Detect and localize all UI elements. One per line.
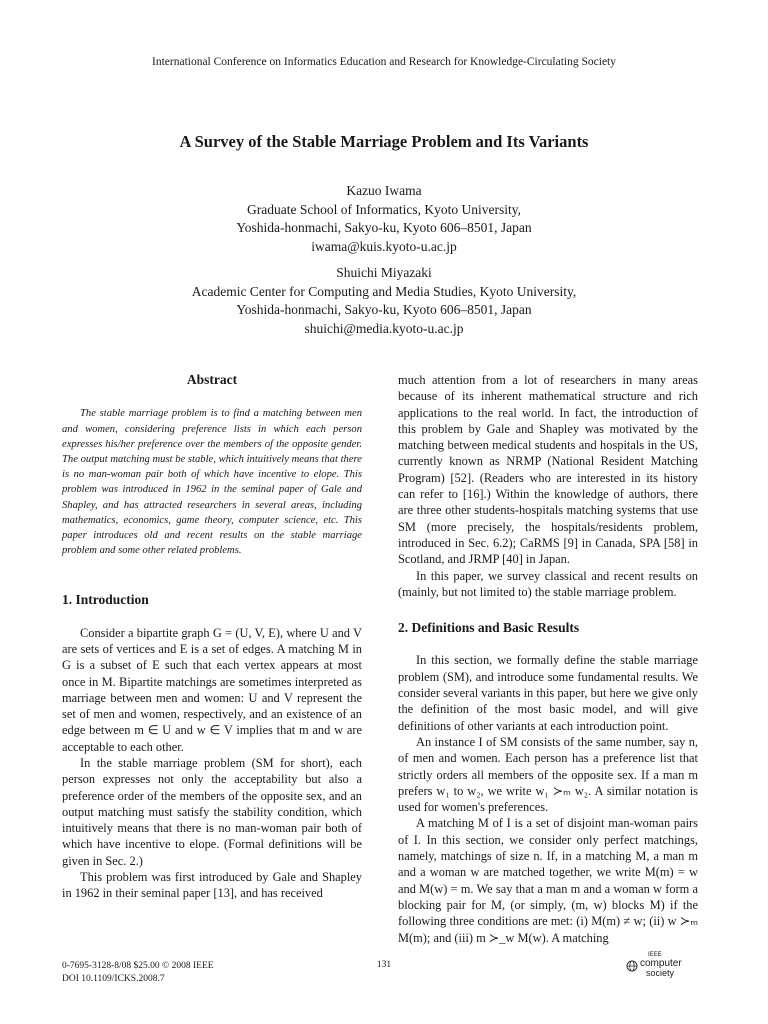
defs-paragraph-3: A matching M of I is a set of disjoint man-woman pairs of I. In this section, we consider only perfect matchings, namely, matchings of size n. If, in a matching M, a man m and a woman w are matched together, we write M(m) = w and M(w) = m. We say that a man m and a woman w form a blocking pair for M, (or simply, (m, w) blocks M) if the following three conditions are met: (i) M(m) ≠ w; (ii) w ≻ₘ M(m); and (iii) m ≻_w M(w). A matching	[398, 816, 698, 945]
author-name: Shuichi Miyazaki	[336, 265, 432, 280]
right-column	[398, 372, 698, 946]
author-affiliation: Academic Center for Computing and Media Studies, Kyoto University,	[191, 283, 577, 299]
ieee-computer-society-logo	[626, 952, 706, 980]
author-affiliation: Graduate School of Informatics, Kyoto University,	[247, 201, 521, 217]
globe-icon	[626, 960, 638, 972]
author-email: iwama@kuis.kyoto-u.ac.jp	[311, 238, 457, 254]
footer-doi: DOI 10.1109/ICKS.2008.7	[62, 974, 165, 984]
page-number: 131	[376, 960, 392, 970]
author-name: Kazuo Iwama	[346, 183, 422, 198]
defs-paragraph-1: In this section, we formally define the stable marriage problem (SM), and introduce some fundamental results. We consider several variants in this paper, but here we give only the definition of the most basic model, and will give definitions of other variants at each introduction point.	[398, 653, 698, 733]
author-1	[0, 182, 768, 256]
intro-paragraph-5: In this paper, we survey classical and recent results on (mainly, but not limited to) the stable marriage problem.	[398, 568, 698, 599]
defs-paragraph-2: An instance I of SM consists of the same number, say n, of men and women. Each person has a preference list that strictly orders all members of the opposite sex. If a man m prefers w₁ to w₂, we write w₁ ≻ₘ w₂. A similar notation is used for women's preferences.	[398, 734, 698, 815]
author-email: shuichi@media.kyoto-u.ac.jp	[304, 320, 464, 336]
logo-ieee-text: IEEE	[648, 952, 662, 958]
logo-society-text: society	[646, 968, 675, 978]
author-address: Yoshida-honmachi, Sakyo-ku, Kyoto 606–8501, Japan	[236, 302, 532, 317]
left-column	[62, 372, 362, 902]
intro-paragraph-4: much attention from a lot of researchers in many areas because of its inherent mathematical structure and rich applications to the real world. In fact, the introduction of this problem by Gale and Shapley was motivated by the matching between medical students and hospitals in the US, currently known as NRMP (National Resident Matching Program) [52]. (Readers who are interested in its history can refer to [16].) Within the knowledge of authors, there are three other students-hospitals matching systems that use SM (more precisely, the hospitals/residents problem, introduced in Sec. 6.2); CaRMS [9] in Canada, SPA [58] in Scotland, and JRMP [40] in Japan.	[398, 373, 698, 567]
abstract-heading: Abstract	[186, 372, 238, 387]
abstract-text: The stable marriage problem is to find a matching between men and women, considering preference lists in which each person expresses his/her preference over the members of the opposite gender. The output matching must be stable, which intuitively means that there is no man-woman pair both of which have incentive to elope. This problem was introduced in 1962 in the seminal paper of Gale and Shapley, and has attracted researchers in several areas, including mathematics, economics, game theory, computer science, etc. This paper introduces old and recent results on the stable marriage problem and some other related problems.	[62, 408, 362, 557]
intro-paragraph-1: Consider a bipartite graph G = (U, V, E), where U and V are sets of vertices and E is a set of edges. A matching M in G is a subset of E such that each vertex appears at most once in M. Bipartite matchings are sometimes interpreted as marriage between men and women: U and V represent the set of men and women, respectively, and an existence of an edge between m ∈ U and w ∈ V implies that m and w are acceptable to each other.	[62, 625, 362, 754]
author-address: Yoshida-honmachi, Sakyo-ku, Kyoto 606–8501, Japan	[236, 220, 532, 235]
conference-header: International Conference on Informatics Education and Research for Knowledge-Circulating Society	[152, 56, 616, 68]
footer-isbn: 0-7695-3128-8/08 $25.00 © 2008 IEEE	[62, 961, 214, 971]
author-2	[0, 264, 768, 338]
logo-computer-text: computer	[640, 958, 682, 969]
paper-title: A Survey of the Stable Marriage Problem and Its Variants	[179, 132, 589, 151]
section-2-heading: 2. Definitions and Basic Results	[398, 620, 580, 636]
intro-paragraph-3: This problem was first introduced by Gale and Shapley in 1962 in their seminal paper [13], and has received	[62, 870, 362, 901]
intro-paragraph-2: In the stable marriage problem (SM for short), each person expresses not only the acceptability but also a preference order of the members of the opposite sex, and an output matching must satisfy the stability condition, which intuitively means that there is no man-woman pair both of which have incentive to elope. (Formal definitions will be given in Sec. 2.)	[62, 756, 362, 868]
section-1-heading: 1. Introduction	[62, 592, 149, 608]
